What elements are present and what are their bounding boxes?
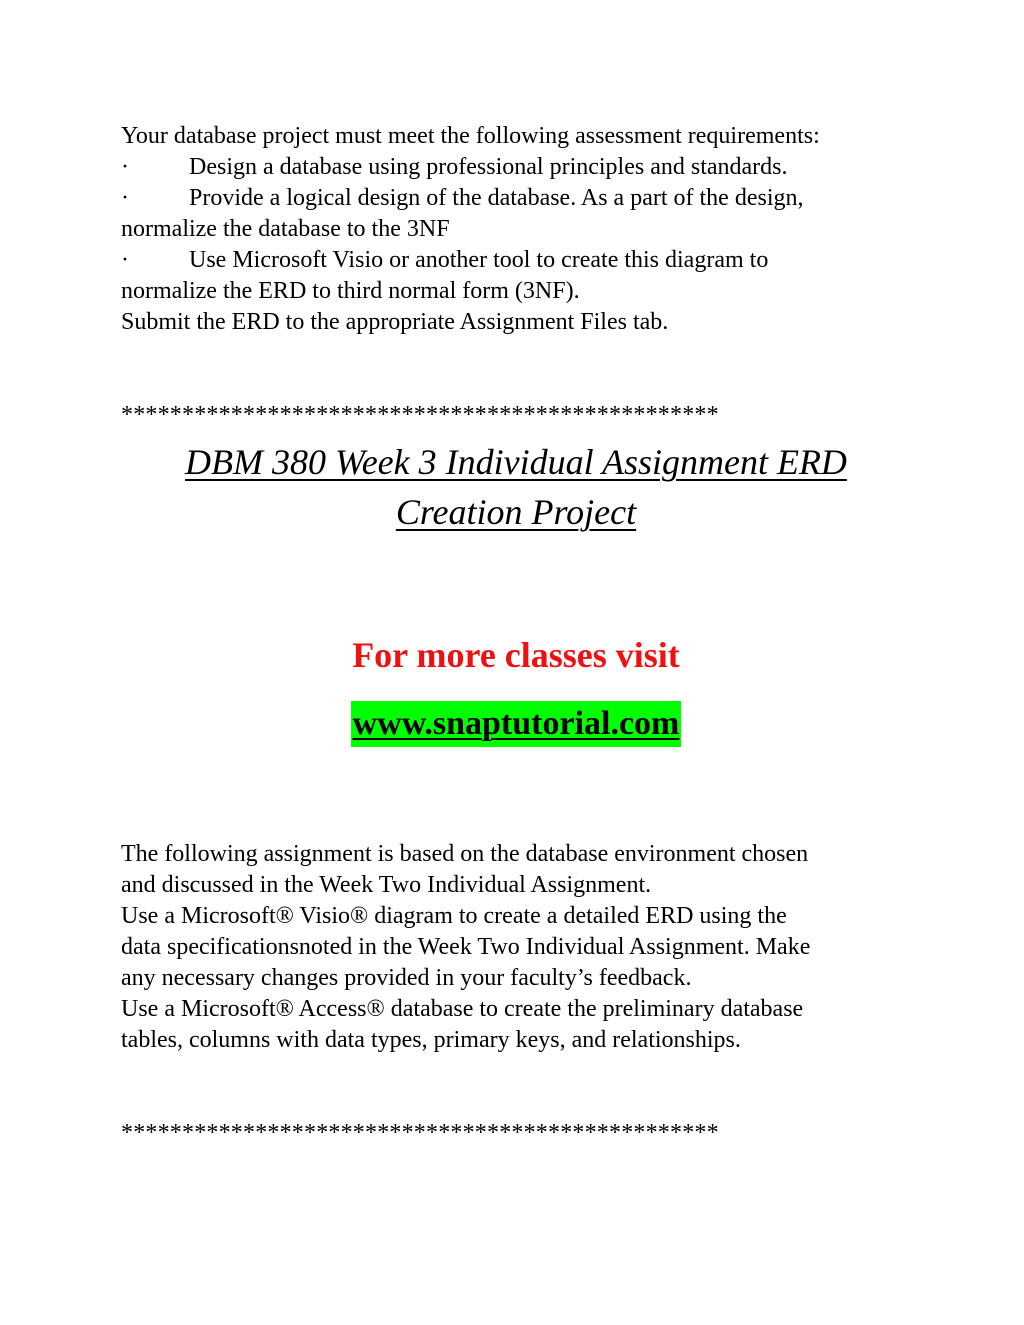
- description-line: Use a Microsoft® Visio® diagram to create a detailed ERD using the: [121, 903, 787, 929]
- requirements-intro: Your database project must meet the following assessment requirements:: [121, 123, 820, 149]
- description-line: The following assignment is based on the database environment chosen: [121, 841, 809, 867]
- assignment-description: [121, 839, 911, 1056]
- snaptutorial-link[interactable]: www.snaptutorial.com: [351, 701, 682, 747]
- promo-link-wrap: [121, 701, 911, 747]
- requirement-item: [121, 245, 911, 276]
- separator-top: *************************************************: [121, 402, 719, 428]
- requirement-item: [121, 152, 911, 183]
- requirement-text: Use Microsoft Visio or another tool to create this diagram to: [189, 247, 769, 273]
- requirement-text: Design a database using professional principles and standards.: [189, 154, 788, 180]
- document-page: [121, 121, 911, 1149]
- description-line: tables, columns with data types, primary keys, and relationships.: [121, 1027, 741, 1053]
- description-line: any necessary changes provided in your faculty’s feedback.: [121, 965, 692, 991]
- requirement-item: [121, 183, 911, 214]
- description-line: and discussed in the Week Two Individual Assignment.: [121, 872, 652, 898]
- requirement-continuation: normalize the ERD to third normal form (3NF).: [121, 278, 580, 304]
- separator-bottom: *************************************************: [121, 1120, 719, 1146]
- description-line: Use a Microsoft® Access® database to create the preliminary database: [121, 996, 804, 1022]
- assignment-title: [121, 437, 911, 537]
- promo-text: For more classes visit: [352, 635, 680, 675]
- submit-instruction: Submit the ERD to the appropriate Assignment Files tab.: [121, 309, 669, 335]
- bullet-icon: ·: [121, 247, 129, 273]
- requirement-text: Provide a logical design of the database. As a part of the design,: [189, 185, 804, 211]
- title-line-2: Creation Project: [395, 492, 637, 532]
- bullet-icon: ·: [121, 185, 129, 211]
- description-line: data specificationsnoted in the Week Two Individual Assignment. Make: [121, 934, 811, 960]
- bullet-icon: ·: [121, 154, 129, 180]
- title-line-1: DBM 380 Week 3 Individual Assignment ERD: [185, 442, 847, 482]
- requirements-section: [121, 121, 911, 338]
- requirement-continuation: normalize the database to the 3NF: [121, 216, 450, 242]
